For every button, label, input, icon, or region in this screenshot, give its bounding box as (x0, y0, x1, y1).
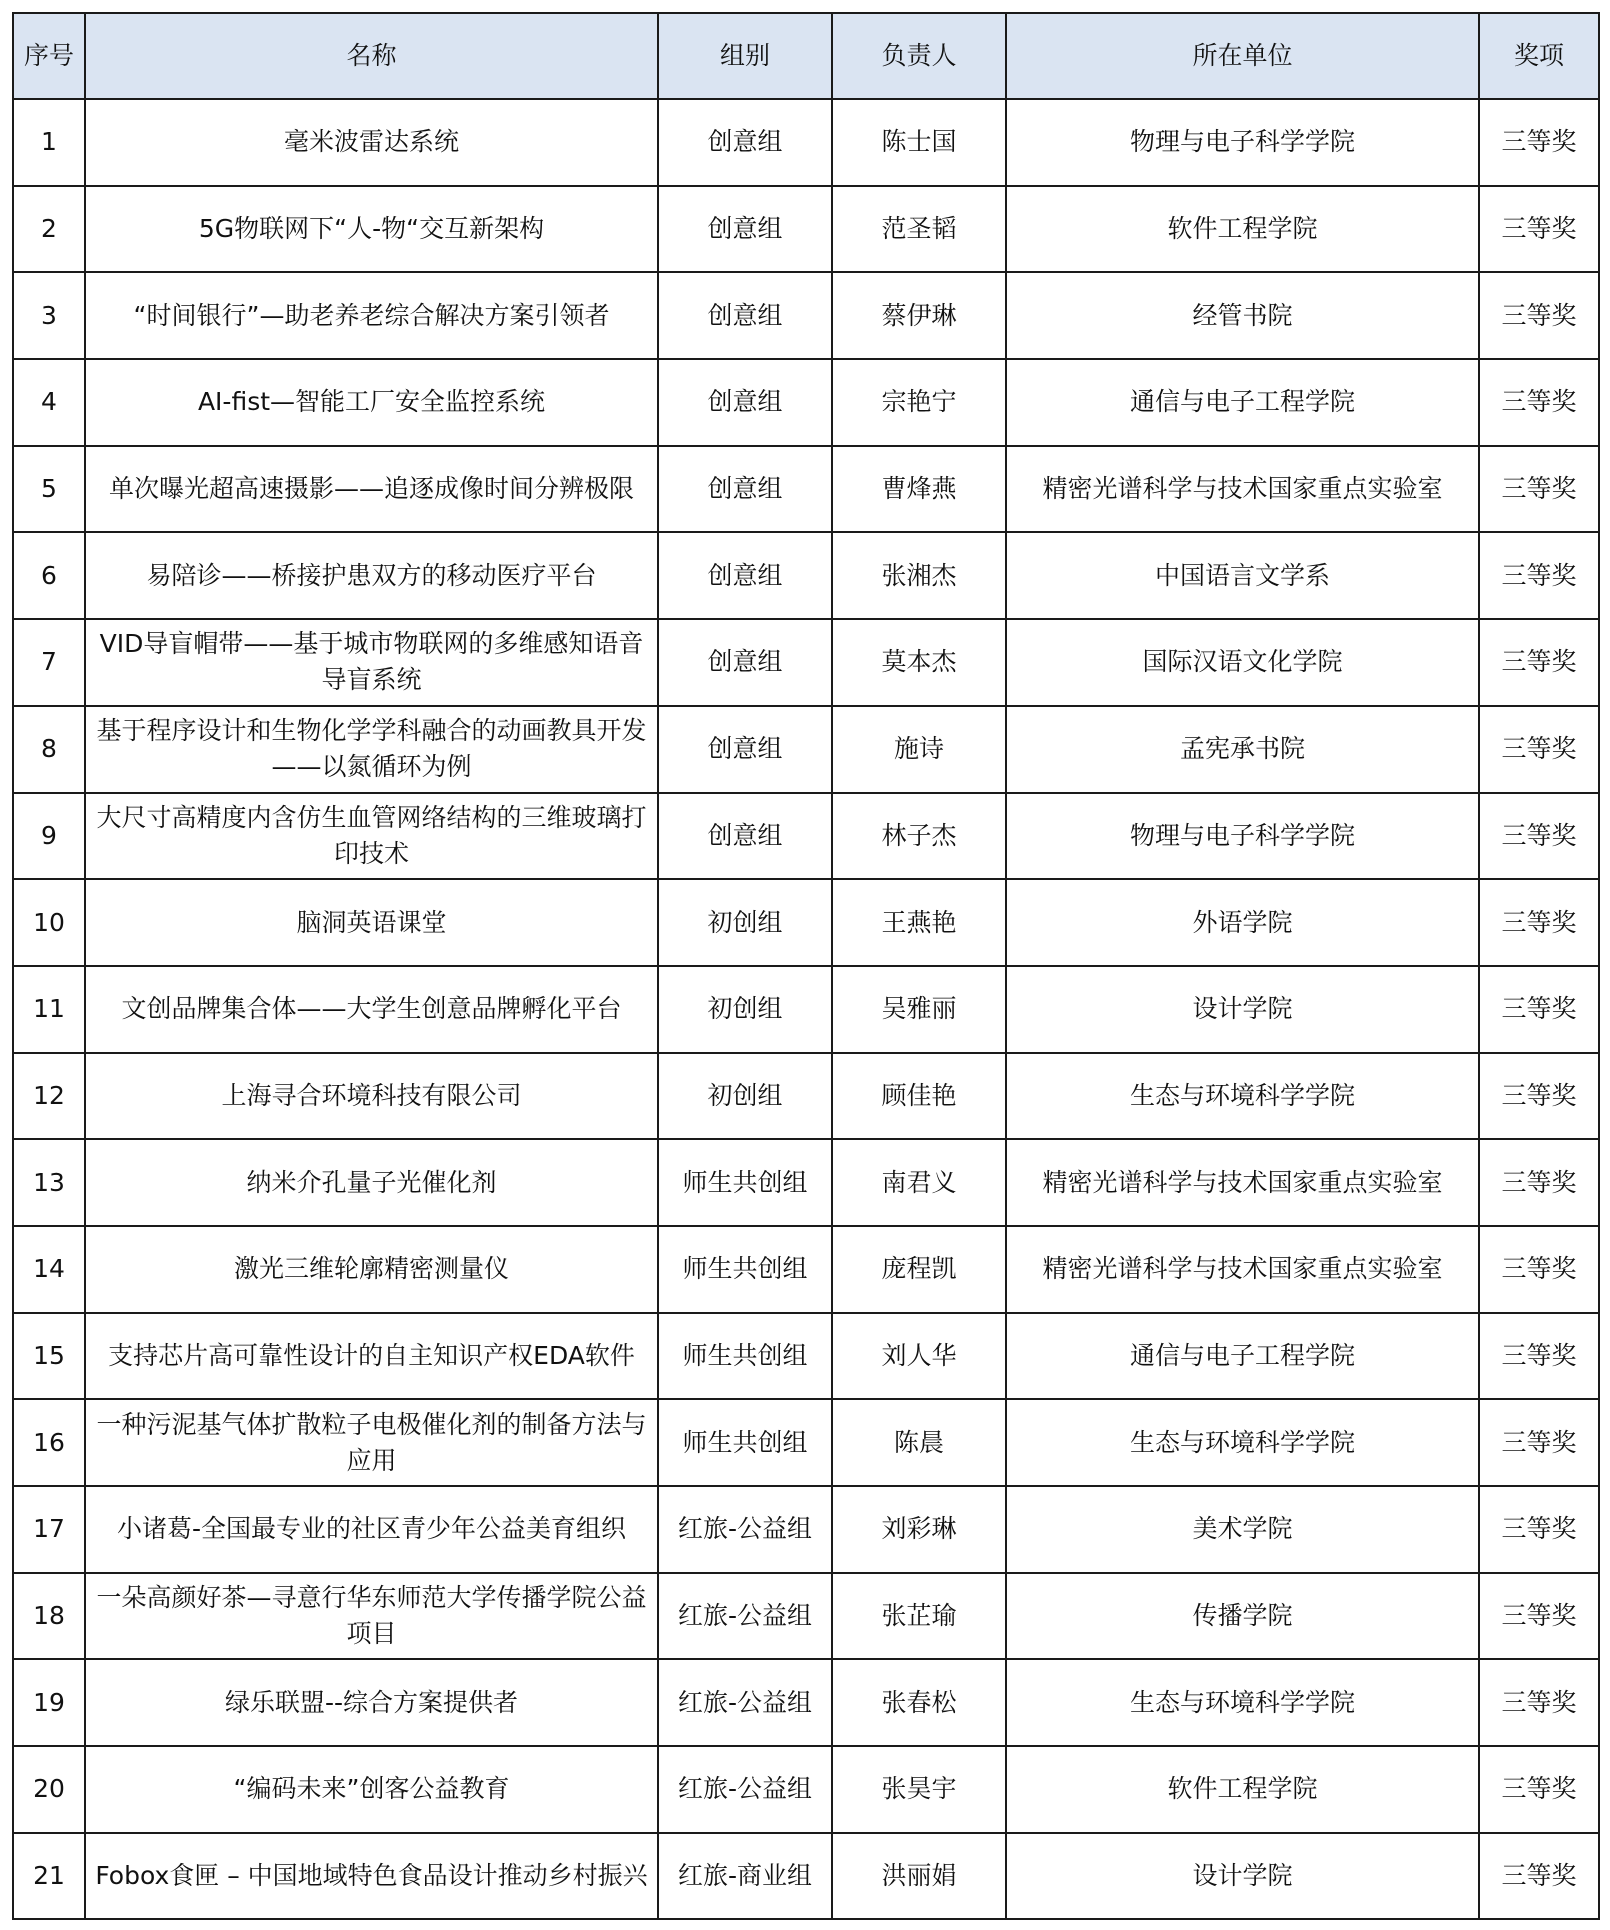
cell-unit: 国际汉语文化学院 (1006, 619, 1479, 706)
cell-lead: 张昊宇 (832, 1746, 1006, 1833)
table-row (13, 879, 1599, 966)
awards-sheet (12, 12, 1600, 1920)
cell-group: 红旅-商业组 (658, 1833, 832, 1920)
cell-name: 纳米介孔量子光催化剂 (85, 1139, 658, 1226)
cell-award: 三等奖 (1479, 706, 1599, 793)
cell-no: 10 (13, 879, 85, 966)
cell-name: 脑洞英语课堂 (85, 879, 658, 966)
table-row (13, 1573, 1599, 1660)
cell-group: 红旅-公益组 (658, 1486, 832, 1573)
cell-group: 红旅-公益组 (658, 1573, 832, 1660)
cell-no: 12 (13, 1053, 85, 1140)
table-row (13, 966, 1599, 1053)
table-row (13, 1399, 1599, 1486)
cell-no: 11 (13, 966, 85, 1053)
cell-name: 基于程序设计和生物化学学科融合的动画教具开发——以氮循环为例 (85, 706, 658, 793)
cell-lead: 范圣韬 (832, 186, 1006, 273)
cell-award: 三等奖 (1479, 1659, 1599, 1746)
cell-lead: 庞程凯 (832, 1226, 1006, 1313)
cell-name: 激光三维轮廓精密测量仪 (85, 1226, 658, 1313)
cell-unit: 美术学院 (1006, 1486, 1479, 1573)
cell-lead: 洪丽娟 (832, 1833, 1006, 1920)
cell-name: AI-fist—智能工厂安全监控系统 (85, 359, 658, 446)
cell-no: 8 (13, 706, 85, 793)
table-row (13, 1226, 1599, 1313)
cell-name: 大尺寸高精度内含仿生血管网络结构的三维玻璃打印技术 (85, 793, 658, 880)
cell-award: 三等奖 (1479, 99, 1599, 186)
cell-unit: 经管书院 (1006, 272, 1479, 359)
table-row (13, 532, 1599, 619)
cell-no: 7 (13, 619, 85, 706)
cell-lead: 莫本杰 (832, 619, 1006, 706)
cell-group: 创意组 (658, 359, 832, 446)
table-row (13, 359, 1599, 446)
cell-award: 三等奖 (1479, 1833, 1599, 1920)
cell-award: 三等奖 (1479, 1139, 1599, 1226)
cell-group: 创意组 (658, 619, 832, 706)
cell-group: 创意组 (658, 793, 832, 880)
cell-group: 创意组 (658, 99, 832, 186)
cell-award: 三等奖 (1479, 359, 1599, 446)
cell-group: 师生共创组 (658, 1399, 832, 1486)
table-row (13, 1486, 1599, 1573)
cell-name: 小诸葛-全国最专业的社区青少年公益美育组织 (85, 1486, 658, 1573)
cell-lead: 蔡伊琳 (832, 272, 1006, 359)
cell-lead: 施诗 (832, 706, 1006, 793)
cell-name: Fobox食匣 – 中国地域特色食品设计推动乡村振兴 (85, 1833, 658, 1920)
cell-name: 文创品牌集合体——大学生创意品牌孵化平台 (85, 966, 658, 1053)
cell-name: 上海寻合环境科技有限公司 (85, 1053, 658, 1140)
table-row (13, 706, 1599, 793)
cell-award: 三等奖 (1479, 1573, 1599, 1660)
table-row (13, 1746, 1599, 1833)
cell-group: 师生共创组 (658, 1226, 832, 1313)
cell-unit: 孟宪承书院 (1006, 706, 1479, 793)
cell-unit: 设计学院 (1006, 1833, 1479, 1920)
header-award: 奖项 (1479, 13, 1599, 99)
cell-no: 14 (13, 1226, 85, 1313)
cell-name: 支持芯片高可靠性设计的自主知识产权EDA软件 (85, 1313, 658, 1400)
cell-unit: 精密光谱科学与技术国家重点实验室 (1006, 446, 1479, 533)
cell-unit: 通信与电子工程学院 (1006, 1313, 1479, 1400)
cell-no: 4 (13, 359, 85, 446)
header-name: 名称 (85, 13, 658, 99)
cell-award: 三等奖 (1479, 879, 1599, 966)
cell-group: 创意组 (658, 446, 832, 533)
table-row (13, 272, 1599, 359)
cell-group: 红旅-公益组 (658, 1746, 832, 1833)
header-row (13, 13, 1599, 99)
cell-group: 创意组 (658, 532, 832, 619)
header-no: 序号 (13, 13, 85, 99)
cell-award: 三等奖 (1479, 532, 1599, 619)
cell-no: 13 (13, 1139, 85, 1226)
cell-name: 一朵高颜好茶—寻意行华东师范大学传播学院公益项目 (85, 1573, 658, 1660)
cell-lead: 张芷瑜 (832, 1573, 1006, 1660)
header-lead: 负责人 (832, 13, 1006, 99)
cell-name: 5G物联网下“人-物“交互新架构 (85, 186, 658, 273)
cell-unit: 中国语言文学系 (1006, 532, 1479, 619)
cell-unit: 精密光谱科学与技术国家重点实验室 (1006, 1139, 1479, 1226)
cell-no: 6 (13, 532, 85, 619)
cell-group: 红旅-公益组 (658, 1659, 832, 1746)
cell-lead: 刘人华 (832, 1313, 1006, 1400)
cell-unit: 生态与环境科学学院 (1006, 1399, 1479, 1486)
cell-group: 创意组 (658, 272, 832, 359)
table-row (13, 1053, 1599, 1140)
cell-lead: 张春松 (832, 1659, 1006, 1746)
cell-lead: 南君义 (832, 1139, 1006, 1226)
cell-name: VID导盲帽带——基于城市物联网的多维感知语音导盲系统 (85, 619, 658, 706)
cell-no: 3 (13, 272, 85, 359)
awards-table (12, 12, 1600, 1920)
cell-no: 17 (13, 1486, 85, 1573)
cell-no: 1 (13, 99, 85, 186)
cell-no: 16 (13, 1399, 85, 1486)
cell-lead: 顾佳艳 (832, 1053, 1006, 1140)
cell-lead: 陈晨 (832, 1399, 1006, 1486)
cell-award: 三等奖 (1479, 966, 1599, 1053)
cell-unit: 软件工程学院 (1006, 1746, 1479, 1833)
cell-award: 三等奖 (1479, 272, 1599, 359)
cell-name: 绿乐联盟--综合方案提供者 (85, 1659, 658, 1746)
table-row (13, 186, 1599, 273)
cell-no: 9 (13, 793, 85, 880)
cell-no: 5 (13, 446, 85, 533)
table-row (13, 1659, 1599, 1746)
table-body (13, 99, 1599, 1919)
cell-no: 19 (13, 1659, 85, 1746)
cell-unit: 生态与环境科学学院 (1006, 1659, 1479, 1746)
cell-unit: 传播学院 (1006, 1573, 1479, 1660)
cell-award: 三等奖 (1479, 1399, 1599, 1486)
cell-award: 三等奖 (1479, 619, 1599, 706)
cell-no: 15 (13, 1313, 85, 1400)
cell-group: 初创组 (658, 879, 832, 966)
cell-lead: 陈士国 (832, 99, 1006, 186)
cell-no: 20 (13, 1746, 85, 1833)
cell-unit: 物理与电子科学学院 (1006, 99, 1479, 186)
header-group: 组别 (658, 13, 832, 99)
cell-unit: 生态与环境科学学院 (1006, 1053, 1479, 1140)
cell-award: 三等奖 (1479, 446, 1599, 533)
cell-group: 创意组 (658, 186, 832, 273)
cell-no: 18 (13, 1573, 85, 1660)
table-row (13, 793, 1599, 880)
cell-unit: 软件工程学院 (1006, 186, 1479, 273)
cell-no: 21 (13, 1833, 85, 1920)
cell-group: 初创组 (658, 966, 832, 1053)
cell-name: “编码未来”创客公益教育 (85, 1746, 658, 1833)
table-row (13, 446, 1599, 533)
cell-name: 易陪诊——桥接护患双方的移动医疗平台 (85, 532, 658, 619)
table-row (13, 1833, 1599, 1920)
cell-unit: 通信与电子工程学院 (1006, 359, 1479, 446)
table-row (13, 1139, 1599, 1226)
cell-lead: 曹烽燕 (832, 446, 1006, 533)
cell-group: 初创组 (658, 1053, 832, 1140)
cell-award: 三等奖 (1479, 1053, 1599, 1140)
cell-name: “时间银行”—助老养老综合解决方案引领者 (85, 272, 658, 359)
table-row (13, 99, 1599, 186)
table-row (13, 619, 1599, 706)
cell-unit: 精密光谱科学与技术国家重点实验室 (1006, 1226, 1479, 1313)
cell-unit: 外语学院 (1006, 879, 1479, 966)
cell-lead: 张湘杰 (832, 532, 1006, 619)
cell-award: 三等奖 (1479, 186, 1599, 273)
cell-group: 创意组 (658, 706, 832, 793)
cell-group: 师生共创组 (658, 1313, 832, 1400)
cell-lead: 吴雅丽 (832, 966, 1006, 1053)
cell-lead: 王燕艳 (832, 879, 1006, 966)
cell-lead: 宗艳宁 (832, 359, 1006, 446)
cell-no: 2 (13, 186, 85, 273)
cell-award: 三等奖 (1479, 1226, 1599, 1313)
cell-lead: 刘彩琳 (832, 1486, 1006, 1573)
cell-name: 毫米波雷达系统 (85, 99, 658, 186)
cell-unit: 物理与电子科学学院 (1006, 793, 1479, 880)
cell-name: 单次曝光超高速摄影——追逐成像时间分辨极限 (85, 446, 658, 533)
cell-award: 三等奖 (1479, 793, 1599, 880)
cell-group: 师生共创组 (658, 1139, 832, 1226)
cell-name: 一种污泥基气体扩散粒子电极催化剂的制备方法与应用 (85, 1399, 658, 1486)
cell-unit: 设计学院 (1006, 966, 1479, 1053)
header-unit: 所在单位 (1006, 13, 1479, 99)
table-row (13, 1313, 1599, 1400)
cell-lead: 林子杰 (832, 793, 1006, 880)
cell-award: 三等奖 (1479, 1313, 1599, 1400)
cell-award: 三等奖 (1479, 1486, 1599, 1573)
cell-award: 三等奖 (1479, 1746, 1599, 1833)
